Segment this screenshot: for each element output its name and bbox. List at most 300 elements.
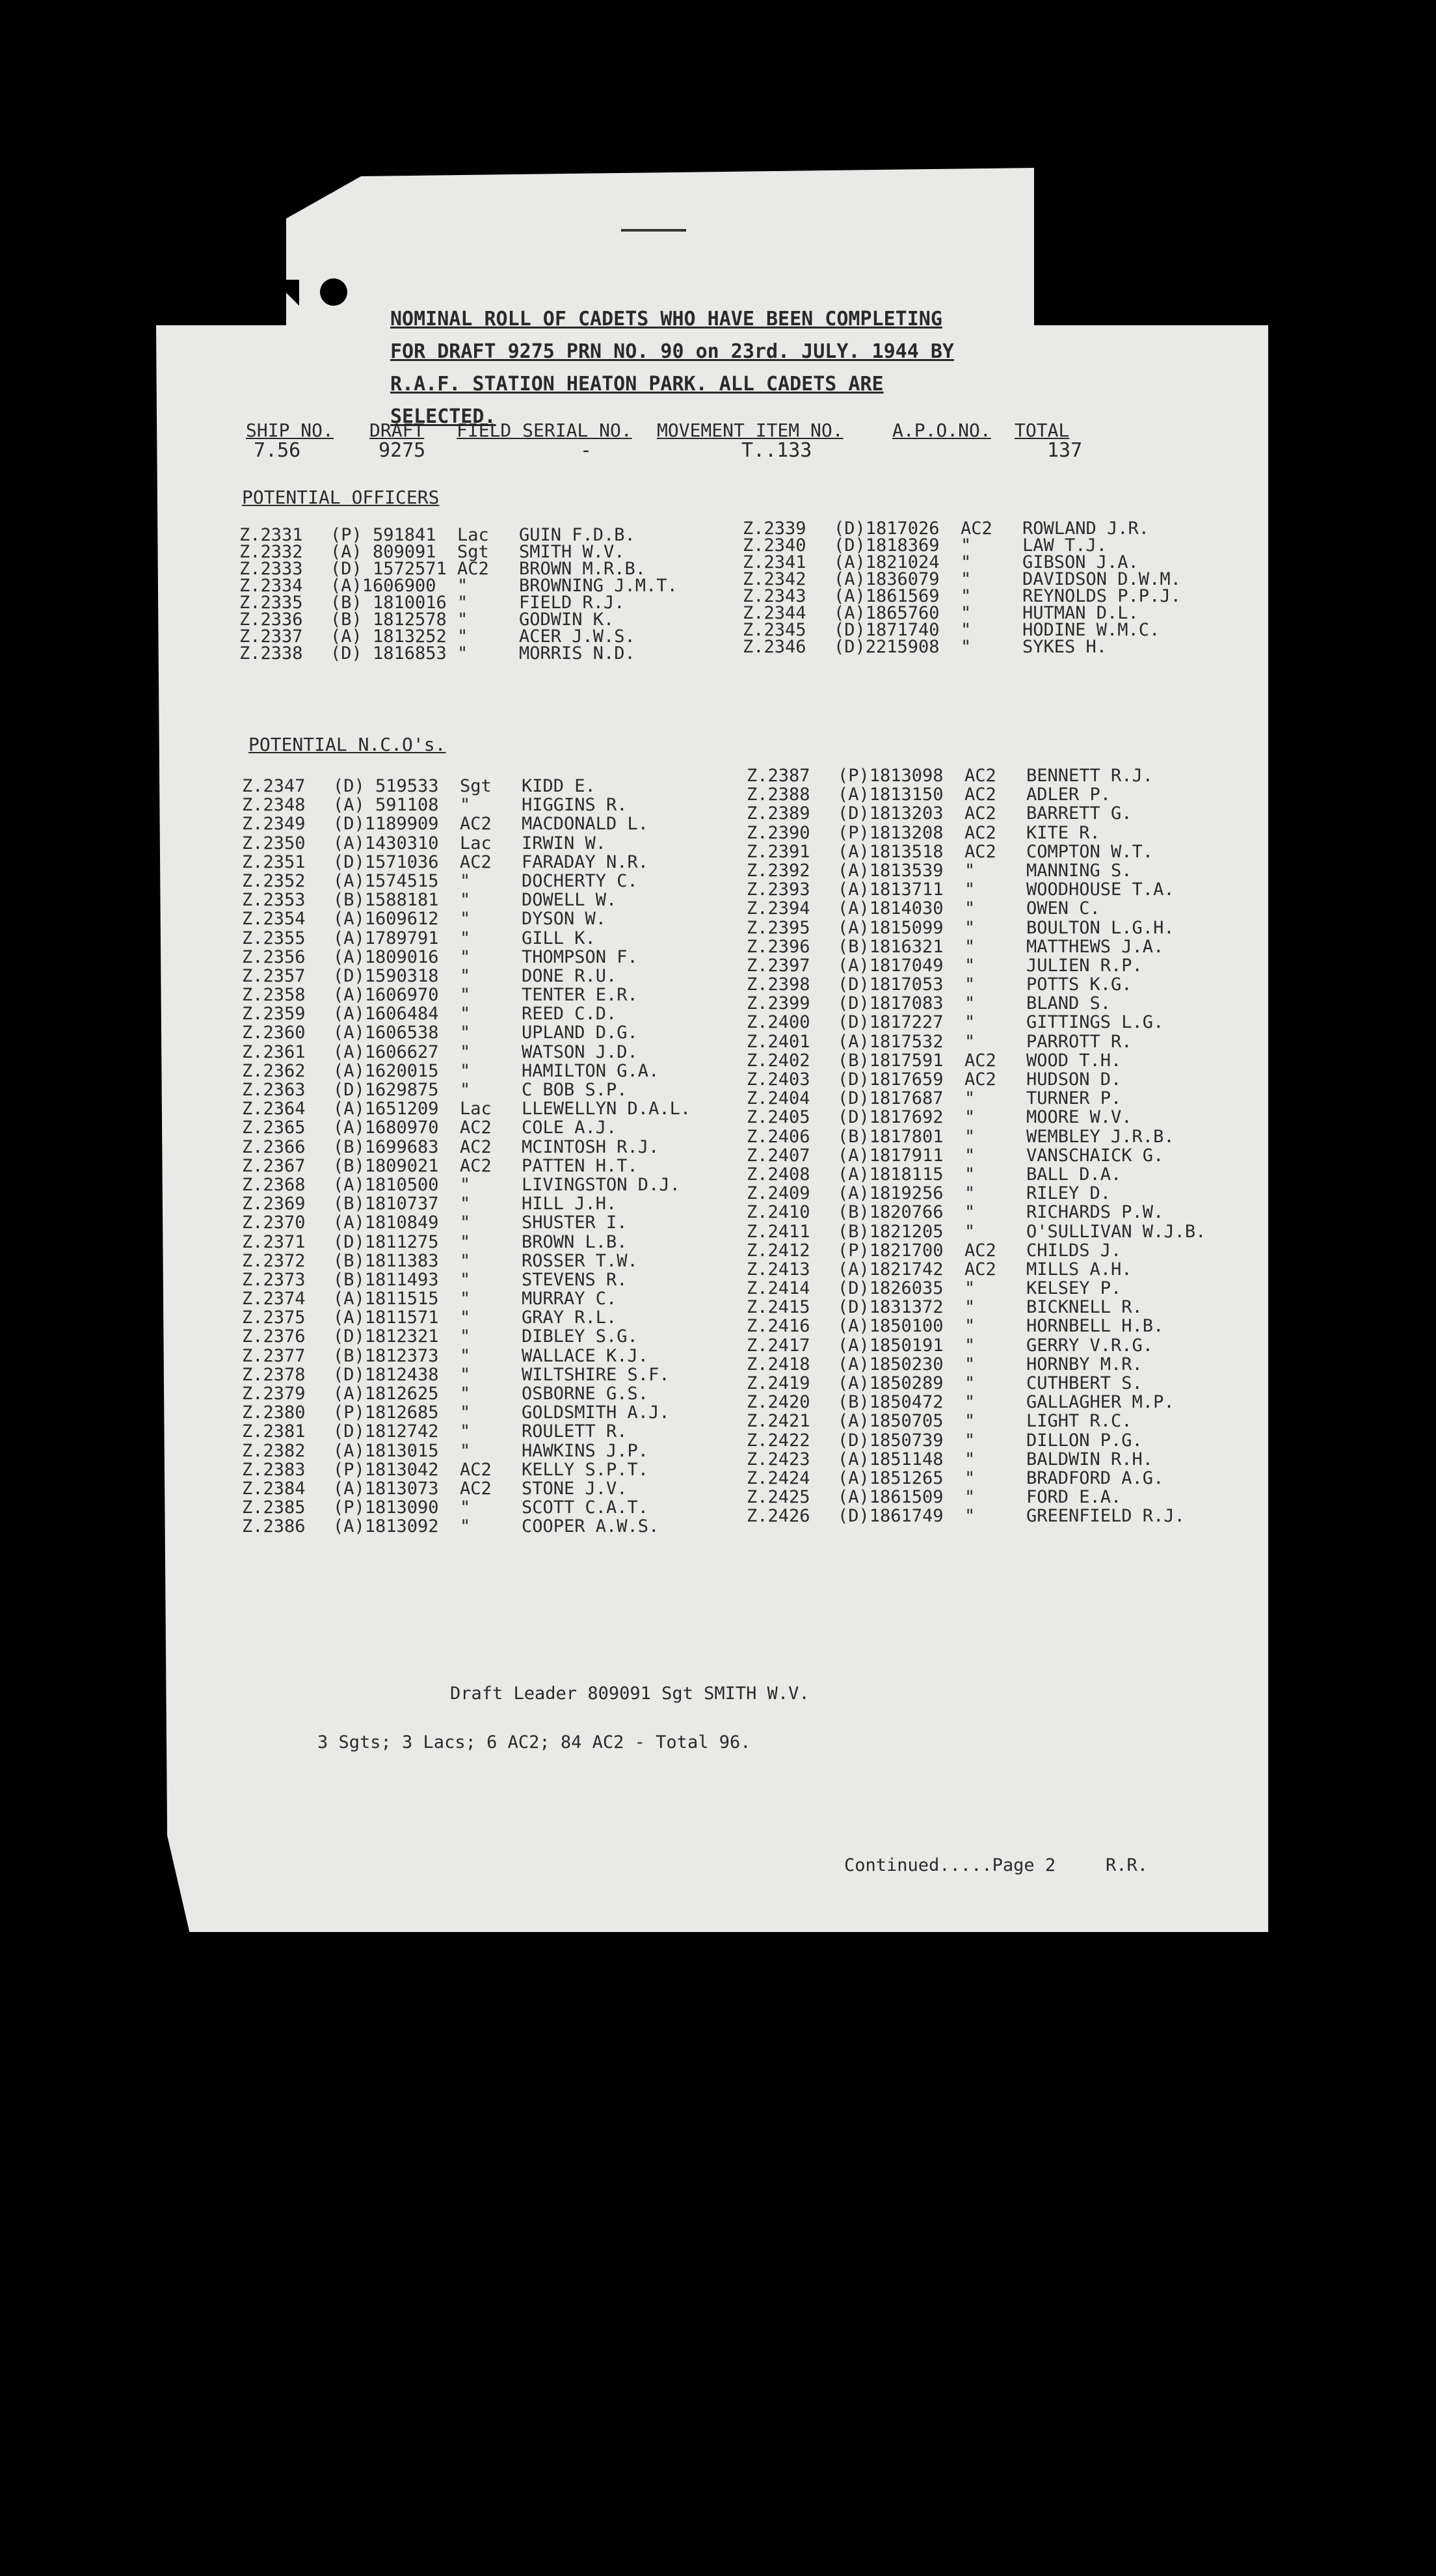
staple-mark — [621, 229, 686, 238]
service-number: (A) 809091 — [330, 542, 436, 562]
rank: " — [460, 890, 471, 911]
entry-number: Z.2356 — [242, 946, 306, 967]
cadet-name: GILL K. — [522, 928, 596, 948]
entry-number: Z.2369 — [242, 1194, 306, 1214]
entry-number: Z.2373 — [242, 1269, 306, 1290]
entry-number: Z.2368 — [242, 1174, 306, 1195]
cadet-name: DIBLEY S.G. — [522, 1326, 638, 1347]
entry-number: Z.2395 — [747, 917, 810, 938]
cadet-name: WEMBLEY J.R.B. — [1026, 1126, 1175, 1147]
col-total-label: TOTAL — [1015, 420, 1070, 441]
service-number: (A)1865760 — [834, 603, 940, 623]
rank: " — [460, 870, 471, 891]
entry-number: Z.2418 — [747, 1354, 810, 1375]
rank: " — [460, 946, 471, 967]
cadet-name: GERRY V.R.G. — [1026, 1335, 1154, 1356]
rank: " — [964, 1012, 976, 1033]
rank: " — [460, 1345, 471, 1366]
entry-number: Z.2342 — [743, 569, 806, 589]
service-number: (B)1821205 — [838, 1221, 944, 1242]
rank: " — [460, 1041, 471, 1062]
entry-number: Z.2339 — [743, 518, 806, 539]
rank: " — [460, 985, 471, 1006]
cadet-name: OWEN C. — [1026, 898, 1100, 919]
cadet-name: RICHARDS P.W. — [1026, 1202, 1164, 1223]
cadet-name: COMPTON W.T. — [1026, 841, 1154, 862]
cadet-name: BALDWIN R.H. — [1026, 1449, 1154, 1469]
entry-number: Z.2407 — [747, 1145, 810, 1166]
rank: " — [460, 909, 471, 930]
service-number: (D)1189909 — [333, 814, 439, 835]
rank: AC2 — [964, 1240, 996, 1261]
service-number: (B)1816321 — [838, 936, 944, 957]
rank: " — [964, 1316, 976, 1337]
cadet-name: DYSON W. — [522, 909, 607, 930]
cadet-name: GIBSON J.A. — [1022, 552, 1139, 572]
cadet-name: MURRAY C. — [522, 1289, 617, 1309]
rank: AC2 — [964, 1259, 996, 1280]
cadet-name: SHUSTER I. — [522, 1213, 628, 1233]
cadet-name: JULIEN R.P. — [1026, 955, 1143, 976]
entry-number: Z.2354 — [242, 909, 306, 930]
rank: Lac — [460, 833, 492, 853]
entry-number: Z.2380 — [242, 1402, 306, 1423]
service-number: (A)1813711 — [838, 879, 944, 900]
service-number: (D)1831372 — [838, 1297, 944, 1318]
service-number: (A)1817911 — [838, 1145, 944, 1166]
service-number: (A)1574515 — [333, 870, 439, 891]
rank: AC2 — [964, 822, 996, 843]
rank: " — [964, 1449, 976, 1469]
service-number: (A)1606970 — [333, 985, 439, 1006]
entry-number: Z.2348 — [242, 795, 306, 816]
entry-number: Z.2331 — [239, 525, 303, 545]
rank: " — [964, 1468, 976, 1488]
cadet-name: MCINTOSH R.J. — [522, 1136, 659, 1157]
cadet-name: COLE A.J. — [522, 1118, 617, 1138]
service-number: (D)1811275 — [333, 1231, 439, 1252]
cadet-name: GRAY R.L. — [522, 1308, 617, 1328]
entry-number: Z.2364 — [242, 1099, 306, 1120]
rank: AC2 — [460, 1155, 492, 1176]
entry-number: Z.2370 — [242, 1213, 306, 1233]
entry-number: Z.2413 — [747, 1259, 810, 1280]
entry-number: Z.2391 — [747, 841, 810, 862]
entry-number: Z.2365 — [242, 1118, 306, 1138]
entry-number: Z.2347 — [242, 776, 306, 796]
rank: " — [460, 1497, 471, 1518]
rank: " — [457, 643, 468, 664]
cadet-name: REED C.D. — [522, 1004, 617, 1025]
cadet-name: KELSEY P. — [1026, 1278, 1122, 1299]
col-field-serial-label: FIELD SERIAL NO. — [457, 420, 632, 441]
cadet-name: SMITH W.V. — [519, 542, 625, 562]
entry-number: Z.2334 — [239, 576, 303, 596]
cadet-name: GODWIN K. — [519, 610, 615, 630]
entry-number: Z.2425 — [747, 1487, 810, 1508]
service-number: (A) 1813252 — [330, 626, 447, 647]
service-number: (A)1850705 — [838, 1411, 944, 1432]
cadet-name: HIGGINS R. — [522, 795, 628, 816]
entry-number: Z.2374 — [242, 1289, 306, 1309]
cadet-name: TENTER E.R. — [522, 985, 638, 1006]
rank: " — [961, 620, 972, 640]
entry-number: Z.2394 — [747, 898, 810, 919]
entry-number: Z.2389 — [747, 803, 810, 824]
field-serial-value: - — [580, 439, 592, 462]
entry-number: Z.2406 — [747, 1126, 810, 1147]
service-number: (A)1813073 — [333, 1478, 439, 1499]
service-number: (P)1812685 — [333, 1402, 439, 1423]
entry-number: Z.2383 — [242, 1459, 306, 1480]
rank: " — [964, 898, 976, 919]
ship-no-value: 7.56 — [254, 439, 301, 462]
cadet-name: IRWIN W. — [522, 833, 607, 853]
entry-number: Z.2426 — [747, 1506, 810, 1527]
rank: " — [964, 955, 976, 976]
entry-number: Z.2372 — [242, 1250, 306, 1271]
entry-number: Z.2384 — [242, 1478, 306, 1499]
entry-number: Z.2333 — [239, 559, 303, 579]
service-number: (B)1588181 — [333, 890, 439, 911]
cadet-name: PATTEN H.T. — [522, 1155, 638, 1176]
service-number: (P)1813098 — [838, 766, 944, 786]
rank: Lac — [457, 525, 489, 545]
rank: " — [961, 586, 972, 606]
cadet-name: FORD E.A. — [1026, 1487, 1122, 1508]
entry-number: Z.2366 — [242, 1136, 306, 1157]
cadet-name: MOORE W.V. — [1026, 1107, 1132, 1128]
entry-number: Z.2344 — [743, 603, 806, 623]
rank: " — [964, 1164, 976, 1185]
rank: AC2 — [460, 1136, 492, 1157]
section-potential-ncos: POTENTIAL N.C.O's. — [248, 734, 446, 755]
entry-number: Z.2361 — [242, 1041, 306, 1062]
cadet-name: DAVIDSON D.W.M. — [1022, 569, 1181, 589]
rank: " — [964, 1278, 976, 1299]
rank: " — [964, 1221, 976, 1242]
cadet-name: MANNING S. — [1026, 860, 1132, 881]
rank: " — [460, 795, 471, 816]
rank: AC2 — [964, 1069, 996, 1090]
service-number: (D)1871740 — [834, 620, 940, 640]
rank: Lac — [460, 1099, 492, 1120]
service-number: (A)1620015 — [333, 1060, 439, 1081]
entry-number: Z.2396 — [747, 936, 810, 957]
cadet-name: BROWN L.B. — [522, 1231, 628, 1252]
entry-number: Z.2423 — [747, 1449, 810, 1469]
entry-number: Z.2367 — [242, 1155, 306, 1176]
cadet-name: CHILDS J. — [1026, 1240, 1122, 1261]
service-number: (B)1817801 — [838, 1126, 944, 1147]
cadet-name: HAWKINS J.P. — [522, 1440, 649, 1461]
service-number: (A)1836079 — [834, 569, 940, 589]
service-number: (B)1812373 — [333, 1345, 439, 1366]
rank: " — [460, 1269, 471, 1290]
rank: " — [460, 965, 471, 986]
cadet-name: SCOTT C.A.T. — [522, 1497, 649, 1518]
service-number: (B)1820766 — [838, 1202, 944, 1223]
rank: " — [457, 626, 468, 647]
cadet-name: PARROTT R. — [1026, 1031, 1132, 1052]
cadet-name: LIVINGSTON D.J. — [522, 1174, 680, 1195]
service-number: (P)1821700 — [838, 1240, 944, 1261]
service-number: (A)1851265 — [838, 1468, 944, 1488]
rank: " — [964, 1335, 976, 1356]
entry-number: Z.2357 — [242, 965, 306, 986]
rank: " — [964, 1031, 976, 1052]
entry-number: Z.2355 — [242, 928, 306, 948]
rank: " — [964, 1183, 976, 1204]
rank: AC2 — [457, 559, 489, 579]
rank: " — [460, 1402, 471, 1423]
rank: " — [457, 576, 468, 596]
rank: " — [460, 1289, 471, 1309]
cadet-name: ADLER P. — [1026, 785, 1111, 805]
service-number: (D)1817692 — [838, 1107, 944, 1128]
cadet-name: BROWN M.R.B. — [519, 559, 646, 579]
entry-number: Z.2378 — [242, 1364, 306, 1385]
cadet-name: MATTHEWS J.A. — [1026, 936, 1164, 957]
rank: " — [964, 1430, 976, 1451]
entry-number: Z.2341 — [743, 552, 806, 572]
entry-number: Z.2414 — [747, 1278, 810, 1299]
cadet-name: BENNETT R.J. — [1026, 766, 1154, 786]
service-number: (D)1817026 — [834, 518, 940, 539]
entry-number: Z.2349 — [242, 814, 306, 835]
service-number: (A)1821024 — [834, 552, 940, 572]
service-number: (B)1850472 — [838, 1392, 944, 1413]
continued-note: Continued.....Page 2 — [844, 1855, 1056, 1875]
rank: AC2 — [460, 1118, 492, 1138]
entry-number: Z.2403 — [747, 1069, 810, 1090]
cadet-name: OSBORNE G.S. — [522, 1384, 649, 1404]
service-number: (A)1850191 — [838, 1335, 944, 1356]
entry-number: Z.2420 — [747, 1392, 810, 1413]
cadet-name: HILL J.H. — [522, 1194, 617, 1214]
cadet-name: BLAND S. — [1026, 993, 1111, 1014]
rank: " — [460, 1384, 471, 1404]
rank: " — [964, 1126, 976, 1147]
entry-number: Z.2387 — [747, 766, 810, 786]
initials: R.R. — [1106, 1855, 1149, 1875]
cadet-name: WOODHOUSE T.A. — [1026, 879, 1175, 900]
cadet-name: HORNBY M.R. — [1026, 1354, 1143, 1375]
entry-number: Z.2422 — [747, 1430, 810, 1451]
rank: AC2 — [964, 841, 996, 862]
entry-number: Z.2351 — [242, 852, 306, 872]
cadet-name: VANSCHAICK G. — [1026, 1145, 1164, 1166]
entry-number: Z.2416 — [747, 1316, 810, 1337]
entry-number: Z.2346 — [743, 637, 806, 657]
service-number: (D)1817227 — [838, 1012, 944, 1033]
cadet-name: LLEWELLYN D.A.L. — [522, 1099, 691, 1120]
entry-number: Z.2382 — [242, 1440, 306, 1461]
service-number: (D)1812438 — [333, 1364, 439, 1385]
cadet-name: WILTSHIRE S.F. — [522, 1364, 670, 1385]
entry-number: Z.2381 — [242, 1421, 306, 1442]
rank: " — [460, 1023, 471, 1043]
cadet-name: ROULETT R. — [522, 1421, 628, 1442]
draft-leader-line: Draft Leader 809091 Sgt SMITH W.V. — [450, 1684, 810, 1704]
col-movement-item-label: MOVEMENT ITEM NO. — [657, 420, 844, 441]
service-number: (A)1813092 — [333, 1516, 439, 1537]
rank: " — [964, 917, 976, 938]
service-number: (A)1810849 — [333, 1213, 439, 1233]
service-number: (A)1821742 — [838, 1259, 944, 1280]
rank: " — [964, 1411, 976, 1432]
entry-number: Z.2340 — [743, 535, 806, 556]
rank: " — [964, 879, 976, 900]
cadet-name: BICKNELL R. — [1026, 1297, 1143, 1318]
service-number: (A)1606900 — [330, 576, 436, 596]
rank: " — [964, 936, 976, 957]
service-number: (A)1651209 — [333, 1099, 439, 1120]
service-number: (A)1809016 — [333, 946, 439, 967]
entry-number: Z.2390 — [747, 822, 810, 843]
rank: " — [460, 1421, 471, 1442]
entry-number: Z.2332 — [239, 542, 303, 562]
cadet-name: STEVENS R. — [522, 1269, 628, 1290]
service-number: (A)1811571 — [333, 1308, 439, 1328]
entry-number: Z.2345 — [743, 620, 806, 640]
cadet-name: DOWELL W. — [522, 890, 617, 911]
service-number: (D)1861749 — [838, 1506, 944, 1527]
cadet-name: FIELD R.J. — [519, 593, 625, 613]
rank: " — [457, 610, 468, 630]
cadet-name: FARADAY N.R. — [522, 852, 649, 872]
service-number: (A)1851148 — [838, 1449, 944, 1469]
service-number: (B)1811493 — [333, 1269, 439, 1290]
service-number: (D)2215908 — [834, 637, 940, 657]
service-number: (A)1606484 — [333, 1004, 439, 1025]
rank: " — [964, 1354, 976, 1375]
cadet-name: WATSON J.D. — [522, 1041, 638, 1062]
rank: " — [964, 1145, 976, 1166]
rank: " — [460, 1308, 471, 1328]
entry-number: Z.2352 — [242, 870, 306, 891]
rank: " — [964, 860, 976, 881]
service-number: (A)1850230 — [838, 1354, 944, 1375]
rank: AC2 — [964, 766, 996, 786]
service-number: (A)1609612 — [333, 909, 439, 930]
rank: " — [964, 1202, 976, 1223]
cadet-name: LAW T.J. — [1022, 535, 1108, 556]
cadet-name: ACER J.W.S. — [519, 626, 635, 647]
service-number: (A)1811515 — [333, 1289, 439, 1309]
service-number: (A)1813015 — [333, 1440, 439, 1461]
cadet-name: KELLY S.P.T. — [522, 1459, 649, 1480]
service-number: (D)1629875 — [333, 1080, 439, 1100]
service-number: (D)1571036 — [333, 852, 439, 872]
service-number: (A)1810500 — [333, 1174, 439, 1195]
service-number: (A)1813539 — [838, 860, 944, 881]
cadet-name: O'SULLIVAN W.J.B. — [1026, 1221, 1206, 1242]
cadet-name: MACDONALD L. — [522, 814, 649, 835]
rank: " — [460, 1326, 471, 1347]
rank: AC2 — [460, 852, 492, 872]
cadet-name: POTTS K.G. — [1026, 974, 1132, 995]
cadet-name: STONE J.V. — [522, 1478, 628, 1499]
rank: " — [460, 1250, 471, 1271]
cadet-name: DONE R.U. — [522, 965, 617, 986]
service-number: (P)1813090 — [333, 1497, 439, 1518]
entry-number: Z.2386 — [242, 1516, 306, 1537]
entry-number: Z.2401 — [747, 1031, 810, 1052]
cadet-name: THOMPSON F. — [522, 946, 638, 967]
cadet-name: HUDSON D. — [1026, 1069, 1122, 1090]
service-number: (A)1812625 — [333, 1384, 439, 1404]
rank: " — [460, 1194, 471, 1214]
cadet-name: MILLS A.H. — [1026, 1259, 1132, 1280]
total-value: 137 — [1047, 439, 1083, 462]
entry-number: Z.2404 — [747, 1088, 810, 1109]
rank: AC2 — [961, 518, 992, 539]
cadet-name: HORNBELL H.B. — [1026, 1316, 1164, 1337]
service-number: (D)1813203 — [838, 803, 944, 824]
rank: " — [964, 1088, 976, 1109]
rank: AC2 — [460, 1478, 492, 1499]
draft-value: 9275 — [379, 439, 426, 462]
service-number: (D)1817659 — [838, 1069, 944, 1090]
cadet-name: HUTMAN D.L. — [1022, 603, 1139, 623]
cadet-name: DOCHERTY C. — [522, 870, 638, 891]
cadet-name: GOLDSMITH A.J. — [522, 1402, 670, 1423]
entry-number: Z.2343 — [743, 586, 806, 606]
cadet-name: GITTINGS L.G. — [1026, 1012, 1164, 1033]
service-number: (A)1606627 — [333, 1041, 439, 1062]
cadet-name: MORRIS N.D. — [519, 643, 635, 664]
service-number: (A)1817049 — [838, 955, 944, 976]
entry-number: Z.2410 — [747, 1202, 810, 1223]
cadet-name: C BOB S.P. — [522, 1080, 628, 1100]
rank: " — [460, 1174, 471, 1195]
rank: " — [964, 1107, 976, 1128]
service-number: (A)1815099 — [838, 917, 944, 938]
service-number: (A)1813518 — [838, 841, 944, 862]
service-number: (A)1817532 — [838, 1031, 944, 1052]
rank: " — [964, 1373, 976, 1393]
rank: " — [961, 637, 972, 657]
entry-number: Z.2337 — [239, 626, 303, 647]
entry-number: Z.2405 — [747, 1107, 810, 1128]
service-number: (A)1814030 — [838, 898, 944, 919]
entry-number: Z.2363 — [242, 1080, 306, 1100]
col-apo-label: A.P.O.NO. — [892, 420, 991, 441]
entry-number: Z.2412 — [747, 1240, 810, 1261]
cadet-name: KITE R. — [1026, 822, 1100, 843]
col-ship-no-label: SHIP NO. — [246, 420, 334, 441]
rank: " — [457, 593, 468, 613]
service-number: (B)1817591 — [838, 1050, 944, 1071]
entry-number: Z.2417 — [747, 1335, 810, 1356]
cadet-name: BALL D.A. — [1026, 1164, 1122, 1185]
entry-number: Z.2392 — [747, 860, 810, 881]
cadet-name: BOULTON L.G.H. — [1026, 917, 1175, 938]
entry-number: Z.2399 — [747, 993, 810, 1014]
rank: " — [460, 1440, 471, 1461]
cadet-name: KIDD E. — [522, 776, 596, 796]
service-number: (D)1812742 — [333, 1421, 439, 1442]
service-number: (B)1809021 — [333, 1155, 439, 1176]
entry-number: Z.2409 — [747, 1183, 810, 1204]
cadet-name: DILLON P.G. — [1026, 1430, 1143, 1451]
rank: AC2 — [460, 814, 492, 835]
cadet-name: GALLAGHER M.P. — [1026, 1392, 1175, 1413]
cadet-name: RILEY D. — [1026, 1183, 1111, 1204]
cadet-name: GREENFIELD R.J. — [1026, 1506, 1185, 1527]
document-title: NOMINAL ROLL OF CADETS WHO HAVE BEEN COMPLETING FOR DRAFT 9275 PRN NO. 90 on 23rd. JULY. 1944 BY R.A.F. STATION HEATON PARK. ALL CADETS ARE SELECTED. — [390, 308, 954, 428]
